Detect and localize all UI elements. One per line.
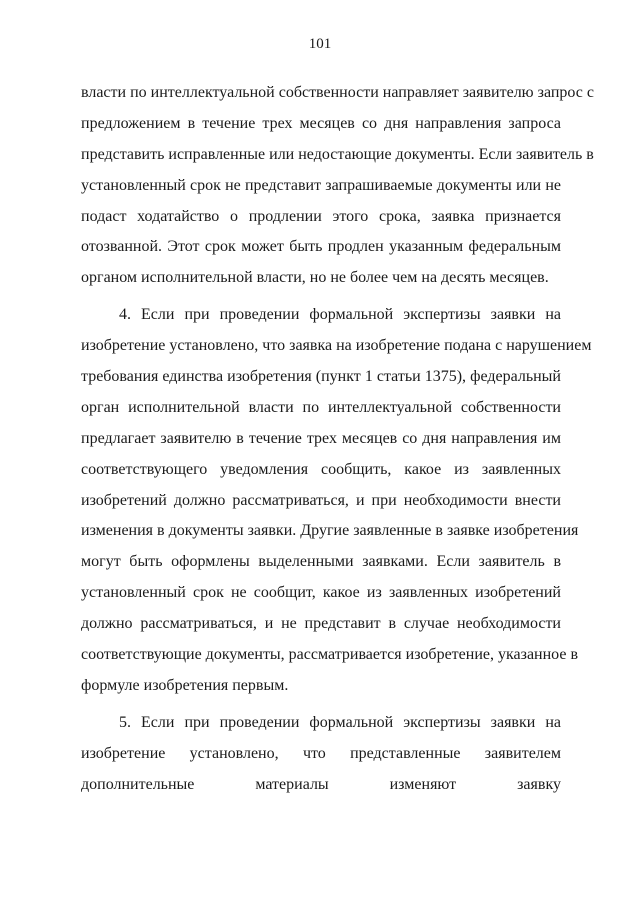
text-line: требования единства изобретения (пункт 1 статьи 1375), федеральный	[81, 368, 561, 386]
text-line: представить исправленные или недостающие документы. Если заявитель в	[81, 145, 594, 163]
text-line: 4. Если при проведении формальной экспертизы заявки на	[119, 306, 561, 324]
text-line: орган исполнительной власти по интеллектуальной собственности	[81, 398, 561, 416]
text-line: предложением в течение трех месяцев со дня направления запроса	[81, 114, 561, 132]
text-line: дополнительные материалы изменяют заявку	[81, 775, 561, 793]
text-line: органом исполнительной власти, но не более чем на десять месяцев.	[81, 269, 549, 287]
text-line: власти по интеллектуальной собственности направляет заявителю запрос с	[81, 84, 594, 101]
text-line: могут быть оформлены выделенными заявками. Если заявитель в	[81, 553, 561, 571]
document-body	[81, 78, 594, 800]
text-line: установленный срок не сообщит, какое из заявленных изобретений	[81, 584, 561, 602]
text-line: установленный срок не представит запрашиваемые документы или не	[81, 176, 561, 194]
text-line: должно рассматриваться, и не представит в случае необходимости	[81, 615, 561, 633]
text-line: соответствующего уведомления сообщить, какое из заявленных	[81, 460, 561, 478]
text-line: изменения в документы заявки. Другие заявленные в заявке изобретения	[81, 522, 579, 540]
text-line: соответствующие документы, рассматривается изобретение, указанное в	[81, 646, 579, 664]
text-line: 5. Если при проведении формальной экспертизы заявки на	[119, 713, 561, 731]
text-line: изобретений должно рассматриваться, и при необходимости внести	[81, 491, 561, 509]
paragraph-continuation	[81, 78, 594, 294]
text-line: изобретение установлено, что представленные заявителем	[81, 744, 561, 762]
text-line: предлагает заявителю в течение трех месяцев со дня направления им	[81, 429, 561, 447]
text-line: изобретение установлено, что заявка на изобретение подана с нарушением	[81, 337, 592, 355]
text-line: подаст ходатайство о продлении этого срока, заявка признается	[81, 207, 561, 225]
text-line: отозванной. Этот срок может быть продлен указанным федеральным	[81, 238, 561, 256]
paragraph-item-5	[81, 708, 561, 801]
paragraph-item-4	[81, 300, 592, 702]
text-line: формуле изобретения первым.	[81, 676, 289, 694]
page-number: 101	[308, 36, 332, 52]
